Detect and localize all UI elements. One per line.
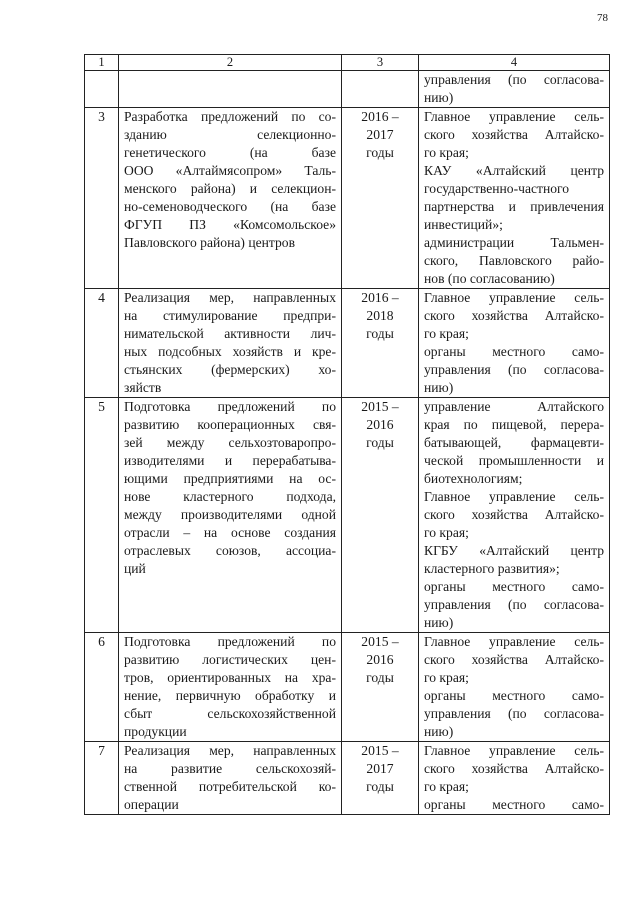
measure-line: менского района) и селекцион- — [124, 181, 336, 196]
measure-line: зданию селекционно- — [124, 127, 336, 142]
table-row — [85, 398, 610, 633]
executor-line: инвестиций»; — [424, 217, 503, 232]
measure-line: стьянских (фермерских) хо- — [124, 362, 336, 377]
measure-line: сбыт сельскохозяйственной — [124, 706, 336, 721]
measure-cell — [119, 289, 342, 398]
measure-line: зяйств — [124, 380, 162, 395]
table-row — [85, 71, 610, 108]
period-cell — [342, 742, 419, 815]
period-line: годы — [366, 435, 394, 450]
period-line: годы — [366, 670, 394, 685]
executor-line: нов (по согласованию) — [424, 271, 555, 286]
measure-line: Павловского района) центров — [124, 235, 296, 250]
executor-line: биотехнологиям; — [424, 471, 523, 486]
measure-line: Подготовка предложений по — [124, 399, 336, 414]
measure-line: Разработка предложений по со- — [124, 109, 336, 124]
period-line: 2016 – — [361, 109, 399, 124]
period-line: годы — [366, 779, 394, 794]
measure-line: развитию кооперационных свя- — [124, 417, 336, 432]
measure-line: нове кластерного подхода, — [124, 489, 336, 504]
table-row — [85, 633, 610, 742]
executors-cell — [419, 398, 610, 633]
executor-line: органы местного само- — [424, 579, 604, 594]
row-number-cell: 7 — [85, 742, 119, 815]
executor-line: края по пищевой, перера- — [424, 417, 604, 432]
executor-line: Главное управление сель- — [424, 109, 604, 124]
measure-line: генетического (на базе — [124, 145, 336, 160]
row-number-cell: 5 — [85, 398, 119, 633]
measure-line: нимательской активности лич- — [124, 326, 336, 341]
period-line: 2018 — [366, 308, 394, 323]
executor-line: нию) — [424, 90, 454, 105]
executors-cell — [419, 108, 610, 289]
period-cell — [342, 71, 419, 108]
executor-line: ского хозяйства Алтайско- — [424, 507, 604, 522]
measure-line: развитию логистических цен- — [124, 652, 336, 667]
executor-line: нию) — [424, 380, 454, 395]
executor-line: нию) — [424, 615, 454, 630]
executor-line: кластерного развития»; — [424, 561, 560, 576]
measure-line: отраслевых союзов, ассоциа- — [124, 543, 336, 558]
executor-line: управления (по согласова- — [424, 362, 604, 377]
executor-line: го края; — [424, 145, 469, 160]
executor-line: управления (по согласова- — [424, 706, 604, 721]
measure-line: ющими предприятиями на ос- — [124, 471, 336, 486]
period-line: 2015 – — [361, 634, 399, 649]
period-line: годы — [366, 145, 394, 160]
measure-line: ций — [124, 561, 146, 576]
measure-line: ООО «Алтаймясопром» Таль- — [124, 163, 336, 178]
header-cell-measure: 2 — [119, 55, 342, 71]
row-number-cell — [85, 71, 119, 108]
executor-line: администрации Тальмен- — [424, 235, 604, 250]
executor-line: Главное управление сель- — [424, 634, 604, 649]
executor-line: ского хозяйства Алтайско- — [424, 652, 604, 667]
executor-line: государственно-частного — [424, 181, 570, 196]
table-body — [85, 71, 610, 815]
executors-cell — [419, 71, 610, 108]
measures-table — [84, 54, 610, 815]
executor-line: Главное управление сель- — [424, 489, 604, 504]
header-cell-executors: 4 — [419, 55, 610, 71]
period-cell — [342, 108, 419, 289]
table-row — [85, 742, 610, 815]
measure-cell — [119, 742, 342, 815]
executor-line: КГБУ «Алтайский центр — [424, 543, 604, 558]
executors-cell — [419, 289, 610, 398]
table-row — [85, 108, 610, 289]
executor-line: го края; — [424, 326, 469, 341]
executor-line: Главное управление сель- — [424, 290, 604, 305]
measure-cell — [119, 398, 342, 633]
executor-line: ческой промышленности и — [424, 453, 604, 468]
executor-line: органы местного само- — [424, 688, 604, 703]
row-number-cell: 6 — [85, 633, 119, 742]
measure-line: нение, первичную обработку и — [124, 688, 336, 703]
executor-line: нию) — [424, 724, 454, 739]
measure-line: на стимулирование предпри- — [124, 308, 336, 323]
period-cell — [342, 633, 419, 742]
executors-cell — [419, 742, 610, 815]
executor-line: ского, Павловского райо- — [424, 253, 604, 268]
table-row — [85, 289, 610, 398]
measure-line: продукции — [124, 724, 187, 739]
measure-line: отрасли – на основе создания — [124, 525, 336, 540]
measure-cell — [119, 633, 342, 742]
executor-line: ского хозяйства Алтайско- — [424, 761, 604, 776]
row-number-cell: 3 — [85, 108, 119, 289]
measure-line: ственной потребительской ко- — [124, 779, 336, 794]
executor-line: партнерства и привлечения — [424, 199, 604, 214]
executor-line: управление Алтайского — [424, 399, 604, 414]
executor-line: ского хозяйства Алтайско- — [424, 308, 604, 323]
period-line: 2016 — [366, 652, 394, 667]
header-cell-period: 3 — [342, 55, 419, 71]
measure-line: Подготовка предложений по — [124, 634, 336, 649]
measure-line: ных подсобных хозяйств и кре- — [124, 344, 336, 359]
period-line: годы — [366, 326, 394, 341]
executor-line: Главное управление сель- — [424, 743, 604, 758]
measure-line: зей между сельхозтоваропро- — [124, 435, 336, 450]
period-cell — [342, 398, 419, 633]
executor-line: органы местного само- — [424, 344, 604, 359]
measure-line: Реализация мер, направленных — [124, 743, 336, 758]
executor-line: го края; — [424, 525, 469, 540]
period-line: 2017 — [366, 127, 394, 142]
measure-line: операции — [124, 797, 179, 812]
header-cell-number: 1 — [85, 55, 119, 71]
executor-line: ского хозяйства Алтайско- — [424, 127, 604, 142]
period-line: 2015 – — [361, 743, 399, 758]
executor-line: органы местного само- — [424, 797, 604, 812]
period-line: 2015 – — [361, 399, 399, 414]
executor-line: управления (по согласова- — [424, 597, 604, 612]
period-cell — [342, 289, 419, 398]
measure-line: ФГУП ПЗ «Комсомольское» — [124, 217, 336, 232]
executor-line: го края; — [424, 779, 469, 794]
measure-line: Реализация мер, направленных — [124, 290, 336, 305]
measure-line: тров, ориентированных на хра- — [124, 670, 336, 685]
measure-cell — [119, 108, 342, 289]
page-number: 78 — [597, 12, 608, 24]
measure-cell — [119, 71, 342, 108]
measure-line: между производителями одной — [124, 507, 336, 522]
period-line: 2016 — [366, 417, 394, 432]
executors-cell — [419, 633, 610, 742]
executor-line: батывающей, фармацевти- — [424, 435, 604, 450]
executor-line: КАУ «Алтайский центр — [424, 163, 604, 178]
measure-line: изводителями и перерабатыва- — [124, 453, 336, 468]
period-line: 2016 – — [361, 290, 399, 305]
executor-line: управления (по согласова- — [424, 72, 604, 87]
row-number-cell: 4 — [85, 289, 119, 398]
executor-line: го края; — [424, 670, 469, 685]
measure-line: на развитие сельскохозяй- — [124, 761, 336, 776]
period-line: 2017 — [366, 761, 394, 776]
header-row — [85, 55, 610, 71]
measure-line: но-семеноводческого (на базе — [124, 199, 336, 214]
